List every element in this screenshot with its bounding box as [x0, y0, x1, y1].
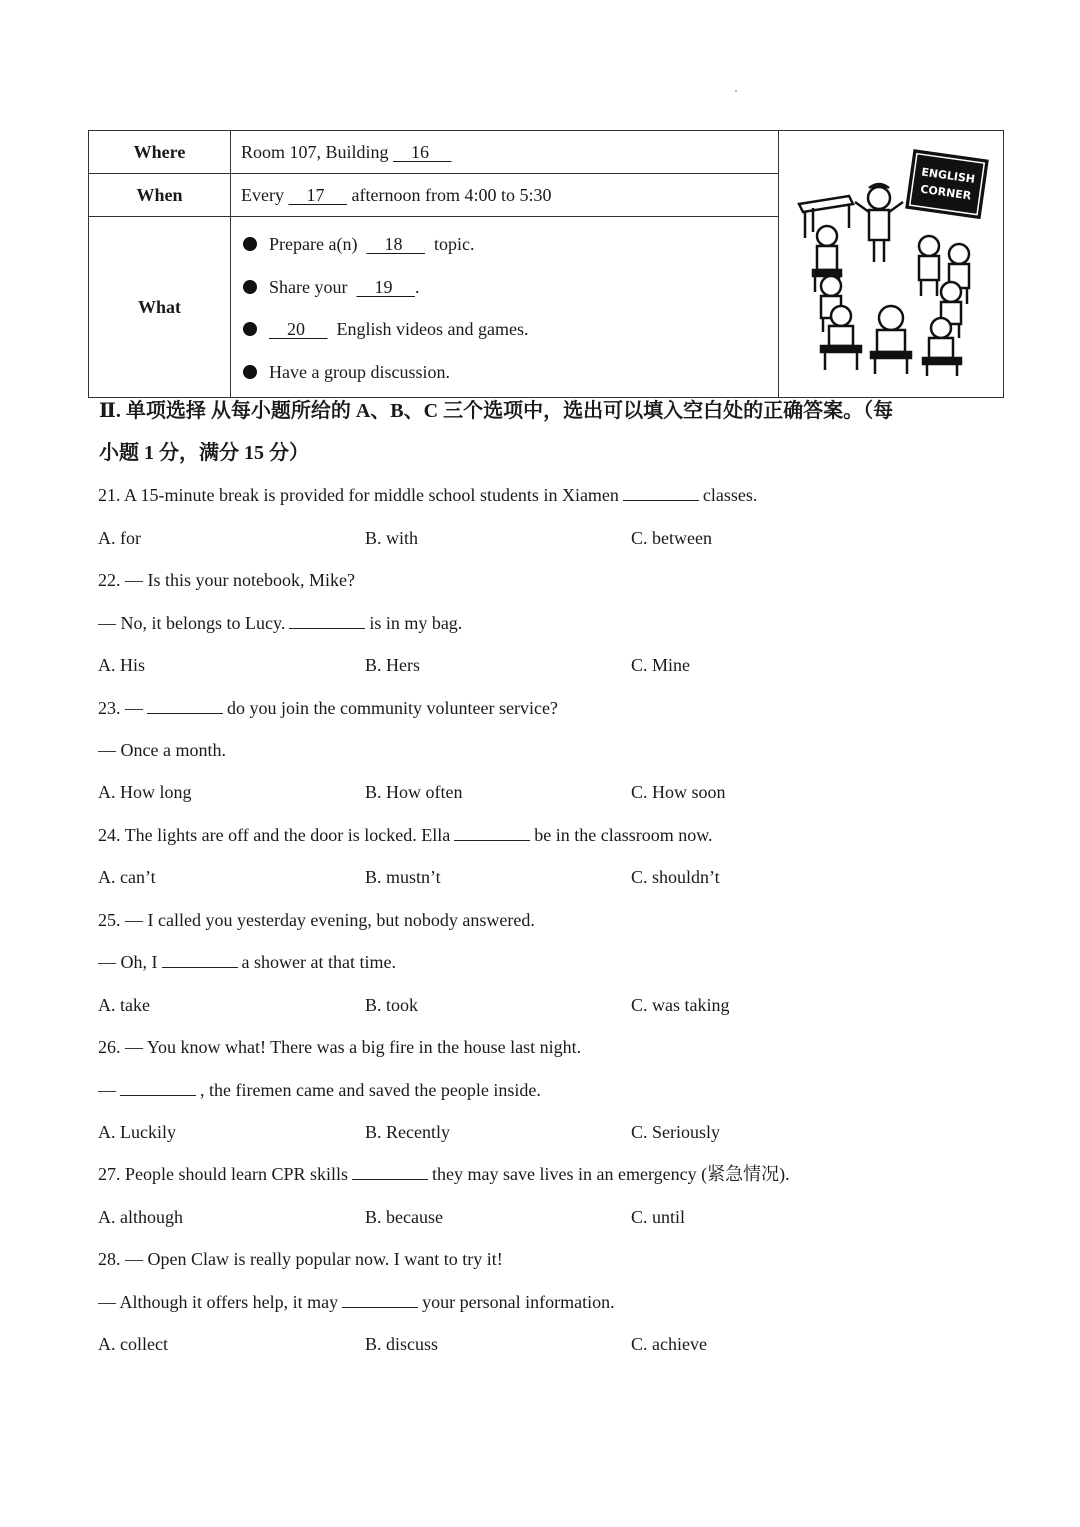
q25-option-a: A. take	[98, 995, 150, 1015]
question-22: 22. — Is this your notebook, Mike?	[98, 570, 355, 590]
section-heading-line-1: Ⅱ. 单项选择 从每小题所给的 A、B、C 三个选项中，选出可以填入空白处的正确答案。（每	[99, 400, 894, 422]
question-27: 27. People should learn CPR skills they may save lives in an emergency (紧急情况).	[98, 1164, 790, 1184]
blank-19: 19	[374, 276, 393, 297]
q21-option-b: B. with	[365, 528, 419, 548]
blank-16: 16	[411, 141, 430, 162]
q24-option-c: C. shouldn’t	[631, 867, 720, 887]
q24-option-a: A. can’t	[98, 867, 156, 887]
q26-option-a: A. Luckily	[98, 1122, 176, 1142]
blank-20: 20	[287, 319, 305, 339]
q28-option-a: A. collect	[98, 1334, 168, 1354]
english-corner-table	[88, 130, 1004, 398]
when-content	[231, 174, 779, 217]
q25-option-b: B. took	[365, 995, 419, 1015]
blank-17: 17	[306, 184, 325, 205]
q21-option-a: A. for	[98, 528, 141, 548]
when-prefix: Every	[241, 184, 284, 205]
answer-blank	[342, 1291, 418, 1308]
q25-option-c: C. was taking	[631, 995, 730, 1015]
section-heading	[99, 390, 989, 474]
when-suffix: afternoon from 4:00 to 5:30	[351, 184, 552, 205]
scan-speck	[735, 90, 737, 92]
question-25-reply: — Oh, I a shower at that time.	[98, 952, 396, 972]
q22-option-a: A. His	[98, 655, 146, 675]
answer-blank	[352, 1163, 428, 1180]
question-28-reply: — Although it offers help, it may your personal information.	[98, 1292, 615, 1312]
what-item-1: Prepare a(n) 18 topic.	[241, 223, 778, 266]
q27-option-b: B. because	[365, 1207, 443, 1227]
question-22-reply: — No, it belongs to Lucy. is in my bag.	[98, 613, 463, 633]
q26-option-c: C. Seriously	[631, 1122, 721, 1142]
q24-option-b: B. mustn’t	[365, 867, 441, 887]
question-26-reply: — , the firemen came and saved the people inside.	[98, 1080, 541, 1100]
what-item-2: Share your 19 .	[241, 266, 778, 309]
question-23: 23. — do you join the community volunteer service?	[98, 698, 558, 718]
answer-blank	[623, 484, 699, 501]
q23-option-a: A. How long	[98, 782, 192, 802]
q26-option-b: B. Recently	[365, 1122, 450, 1142]
q21-option-c: C. between	[631, 528, 712, 548]
answer-blank	[454, 824, 530, 841]
where-content	[231, 131, 779, 174]
where-label: Where	[89, 131, 231, 174]
english-corner-illustration	[779, 131, 1004, 398]
question-25: 25. — I called you yesterday evening, but nobody answered.	[98, 910, 535, 930]
answer-blank	[120, 1079, 196, 1096]
q22-option-b: B. Hers	[365, 655, 420, 675]
what-list	[241, 217, 778, 397]
q23-option-b: B. How often	[365, 782, 463, 802]
q28-option-b: B. discuss	[365, 1334, 439, 1354]
what-label: What	[89, 217, 231, 398]
bullet-icon	[243, 237, 257, 251]
bullet-icon	[243, 322, 257, 336]
q23-option-c: C. How soon	[631, 782, 726, 802]
question-26: 26. — You know what! There was a big fire in the house last night.	[98, 1037, 582, 1057]
bullet-icon	[243, 280, 257, 294]
question-24: 24. The lights are off and the door is locked. Ella be in the classroom now.	[98, 825, 713, 845]
bullet-icon	[243, 365, 257, 379]
answer-blank	[289, 612, 365, 629]
sign-text-2: CORNER	[919, 182, 973, 203]
q27-option-c: C. until	[631, 1207, 686, 1227]
what-content	[231, 217, 779, 398]
q28-option-c: C. achieve	[631, 1334, 707, 1354]
table-row-where	[89, 131, 1004, 174]
question-21: 21. A 15-minute break is provided for middle school students in Xiamen classes.	[98, 485, 758, 505]
question-23-reply: — Once a month.	[98, 740, 226, 760]
answer-blank	[162, 951, 238, 968]
blank-18: 18	[384, 234, 403, 254]
answer-blank	[147, 697, 223, 714]
section-heading-line-2: 小题 1 分，满分 15 分）	[99, 442, 309, 464]
sign-text-1: ENGLISH	[920, 165, 976, 186]
what-item-4: Have a group discussion.	[241, 351, 778, 394]
q22-option-c: C. Mine	[631, 655, 691, 675]
q27-option-a: A. although	[98, 1207, 183, 1227]
when-label: When	[89, 174, 231, 217]
students-discussion-picture	[791, 146, 991, 378]
what-item-3: 20 English videos and games.	[241, 308, 778, 351]
where-text: Room 107, Building	[241, 141, 389, 162]
question-28: 28. — Open Claw is really popular now. I want to try it!	[98, 1249, 503, 1269]
